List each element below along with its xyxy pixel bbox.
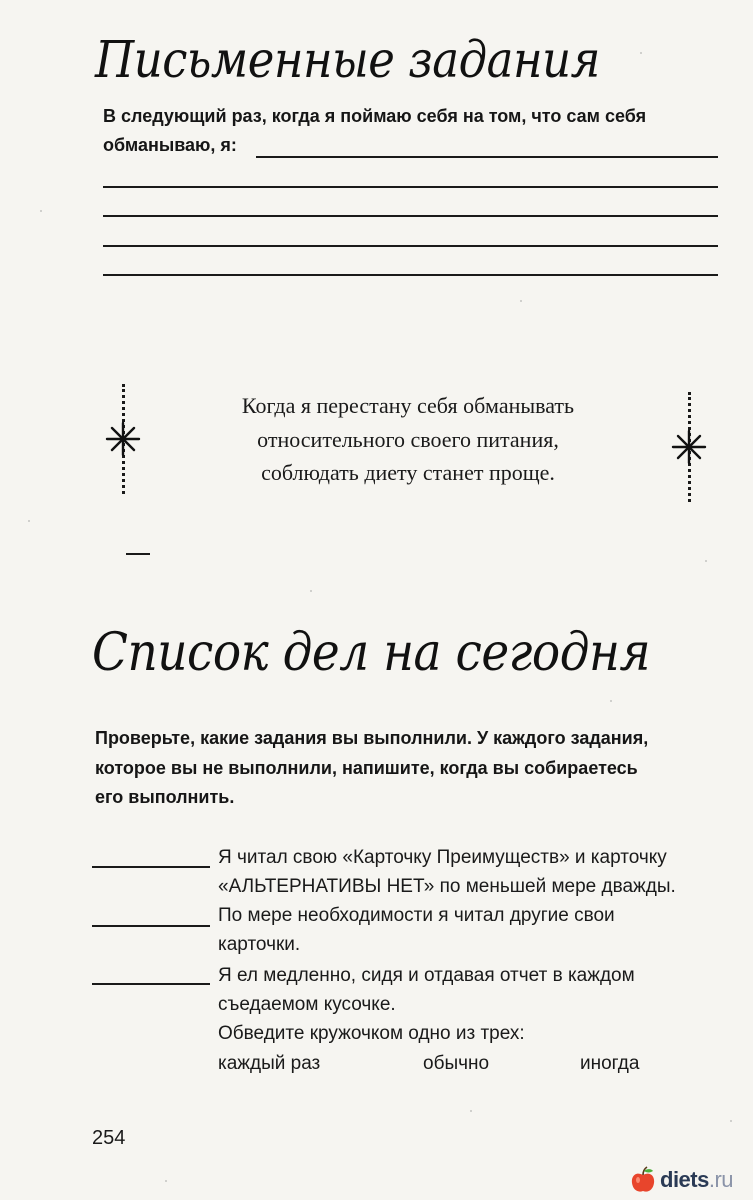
- answer-line[interactable]: [103, 186, 718, 188]
- page-number: 254: [92, 1127, 126, 1149]
- written-tasks-prompt-line2: обманываю, я:: [103, 135, 237, 155]
- option-every-time[interactable]: каждый раз: [218, 1053, 321, 1074]
- speck: [470, 1110, 472, 1112]
- speck: [28, 520, 30, 522]
- option-usually[interactable]: обычно: [423, 1053, 490, 1074]
- star-icon: [670, 428, 708, 466]
- speck: [40, 210, 42, 212]
- answer-line[interactable]: [103, 215, 718, 217]
- written-tasks-prompt-line1: В следующий раз, когда я поймаю себя на том, что сам себя: [103, 106, 647, 126]
- todo-item-2-line2: карточки.: [218, 934, 301, 955]
- speck: [730, 1120, 732, 1122]
- watermark-tld: .ru: [708, 1167, 734, 1192]
- speck: [165, 1180, 167, 1182]
- option-sometimes[interactable]: иногда: [580, 1053, 640, 1074]
- star-icon: [104, 420, 142, 458]
- quote-line3: соблюдать диету станет проще.: [261, 460, 555, 485]
- speck: [520, 300, 522, 302]
- todo-item-blank[interactable]: [92, 925, 210, 927]
- answer-line[interactable]: [256, 156, 718, 158]
- answer-line[interactable]: [103, 274, 718, 276]
- todo-item-blank[interactable]: [92, 866, 210, 868]
- todo-instructions-line3: его выполнить.: [95, 787, 235, 807]
- todo-instructions-line2: которое вы не выполнили, напишите, когда вы собираетесь: [95, 758, 638, 778]
- written-tasks-title: Письменные задания: [95, 30, 600, 90]
- todo-item-3-line3: Обведите кружочком одно из трех:: [218, 1023, 525, 1044]
- todo-item-blank[interactable]: [92, 983, 210, 985]
- apple-icon: [630, 1166, 656, 1194]
- stray-mark: [126, 553, 150, 555]
- site-watermark: [630, 1160, 753, 1200]
- todo-item-1-line2: «АЛЬТЕРНАТИВЫ НЕТ» по меньшей мере дважды.: [218, 876, 676, 897]
- todo-item-3-line2: съедаемом кусочке.: [218, 994, 396, 1015]
- speck: [310, 590, 312, 592]
- quote-line2: относительного своего питания,: [257, 427, 559, 452]
- todo-item-2-line1: По мере необходимости я читал другие свои: [218, 905, 615, 926]
- watermark-name: diets: [660, 1167, 709, 1192]
- watermark-text: [660, 1167, 733, 1193]
- todo-title: Список дел на сегодня: [92, 622, 651, 684]
- todo-instructions-line1: Проверьте, какие задания вы выполнили. У каждого задания,: [95, 728, 649, 748]
- speck: [610, 700, 612, 702]
- todo-item-1-line1: Я читал свою «Карточку Преимуществ» и карточку: [218, 847, 667, 868]
- speck: [640, 52, 642, 54]
- answer-line[interactable]: [103, 245, 718, 247]
- speck: [705, 560, 707, 562]
- quote-line1: Когда я перестану себя обманывать: [241, 393, 575, 418]
- todo-item-3-line1: Я ел медленно, сидя и отдавая отчет в каждом: [218, 965, 635, 986]
